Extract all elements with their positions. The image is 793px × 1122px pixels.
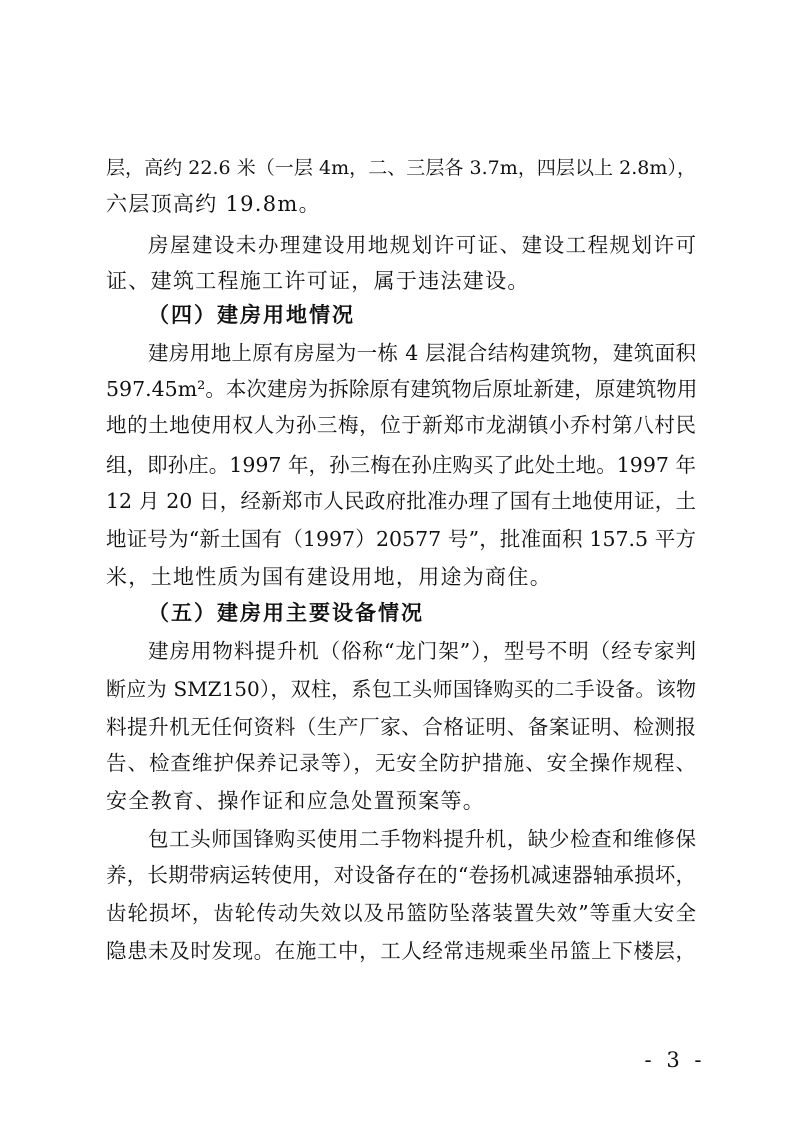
body-text-line: 料提升机无任何资料（生产厂家、合格证明、备案证明、检测报 [106,715,696,739]
body-text-line: 六层顶高约 19.8m。 [106,192,321,216]
body-text-line: 组，即孙庄。1997 年，孙三梅在孙庄购买了此处土地。1997 年 [106,453,696,477]
body-text-line: 地证号为“新土国有（1997）20577 号”，批准面积 157.5 平方 [106,527,696,551]
body-text-line: 层，高约 22.6 米（一层 4m，二、三层各 3.7m，四层以上 2.8m）， [106,157,696,179]
body-text-line: 隐患未及时发现。在施工中，工人经常违规乘坐吊篮上下楼层， [106,939,696,963]
body-text-line: 米，土地性质为国有建设用地，用途为商住。 [106,565,552,589]
paragraph-first-line: 包工头师国锋购买使用二手物料提升机，缺少检查和维修保 [148,827,696,851]
body-text-line: 断应为 SMZ150），双柱，系包工头师国锋购买的二手设备。该物 [106,677,696,701]
body-text-line: 养，长期带病运转使用，对设备存在的“卷扬机减速器轴承损坏， [106,863,696,887]
page-number: - 3 - [644,1048,706,1072]
body-text-line: 齿轮损坏，齿轮传动失效以及吊篮防坠落装置失效”等重大安全 [106,901,696,925]
section-heading-land: （四）建房用地情况 [148,303,355,327]
body-text-line: 告、检查维护保养记录等），无安全防护措施、安全操作规程、 [106,751,696,775]
paragraph-first-line: 建房用地上原有房屋为一栋 4 层混合结构建筑物，建筑面积 [148,341,696,365]
body-text-line: 证、建筑工程施工许可证，属于违法建设。 [106,269,530,293]
paragraph-first-line: 房屋建设未办理建设用地规划许可证、建设工程规划许可 [148,233,696,257]
body-text-line: 地的土地使用权人为孙三梅，位于新郑市龙湖镇小乔村第八村民 [106,413,696,437]
body-text-line: 安全教育、操作证和应急处置预案等。 [106,789,486,813]
body-text-line: 12 月 20 日，经新郑市人民政府批准办理了国有土地使用证，土 [106,489,696,513]
section-heading-equipment: （五）建房用主要设备情况 [148,601,424,625]
paragraph-first-line: 建房用物料提升机（俗称“龙门架”），型号不明（经专家判 [148,639,696,663]
body-text-line: 597.45m²。本次建房为拆除原有建筑物后原址新建，原建筑物用 [106,377,698,401]
